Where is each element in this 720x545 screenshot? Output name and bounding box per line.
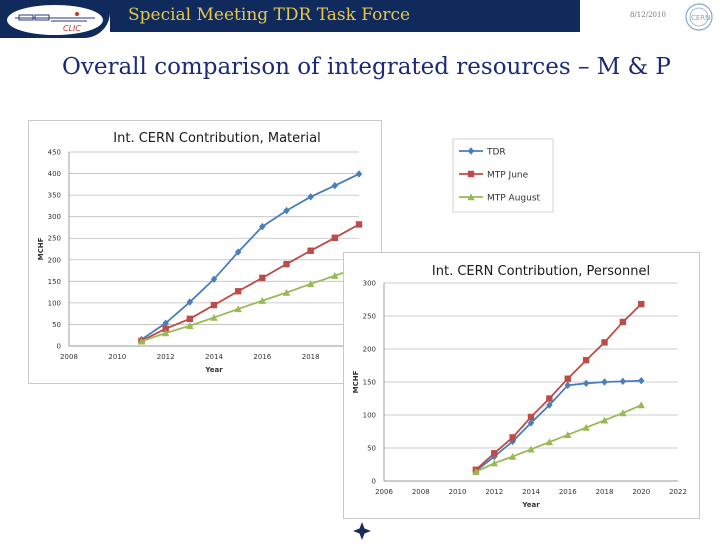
y-tick-label: 100 <box>47 299 61 308</box>
series-line <box>142 267 360 341</box>
y-tick-label: 200 <box>47 256 61 265</box>
personnel-chart <box>343 252 700 519</box>
clic-logo-label: CLIC <box>63 24 81 33</box>
data-point <box>546 395 552 401</box>
clic-logo-icon <box>7 5 103 35</box>
x-tick-label: 2014 <box>522 488 540 496</box>
cern-logo-icon <box>684 2 714 32</box>
data-point <box>307 193 313 200</box>
series-line <box>476 304 641 470</box>
x-tick-label: 2008 <box>60 353 78 361</box>
y-tick-label: 300 <box>362 279 376 288</box>
data-point <box>509 434 515 440</box>
y-tick-label: 250 <box>362 312 376 321</box>
series-line <box>142 224 360 340</box>
x-tick-label: 2020 <box>632 488 651 496</box>
x-axis-label: Year <box>205 366 223 374</box>
legend-label: MTP August <box>487 193 541 204</box>
x-tick-label: 2018 <box>301 353 320 361</box>
header-logo-panel <box>0 0 110 38</box>
y-tick-label: 150 <box>362 378 376 387</box>
x-tick-label: 2016 <box>253 353 272 361</box>
data-point <box>565 376 571 382</box>
data-point <box>332 235 338 241</box>
data-point <box>601 339 607 345</box>
data-point <box>307 248 313 254</box>
y-tick-label: 300 <box>47 213 61 222</box>
legend-marker <box>468 171 474 177</box>
x-tick-label: 2012 <box>485 488 504 496</box>
y-tick-label: 0 <box>371 477 376 486</box>
y-tick-label: 50 <box>367 444 376 453</box>
y-tick-label: 100 <box>362 411 376 420</box>
x-axis-label: Year <box>522 501 540 509</box>
data-point <box>235 288 241 294</box>
legend-label: TDR <box>487 147 506 158</box>
data-point <box>620 378 626 385</box>
x-tick-label: 2016 <box>558 488 577 496</box>
date-text: 8/12/2010 <box>630 11 666 19</box>
y-tick-label: 50 <box>52 320 61 329</box>
data-point <box>638 301 644 307</box>
data-point <box>583 380 589 387</box>
x-tick-label: 2008 <box>411 488 430 496</box>
chart-title: Int. CERN Contribution, Material <box>113 131 321 146</box>
compass-star-icon <box>352 521 372 541</box>
slide-title: Overall comparison of integrated resources – M & P <box>62 54 671 80</box>
legend-label: MTP June <box>487 170 529 181</box>
data-point <box>259 275 265 281</box>
data-point <box>211 302 217 308</box>
personnel-chart-svg <box>344 253 699 518</box>
x-tick-label: 2022 <box>669 488 687 496</box>
x-tick-label: 2006 <box>375 488 393 496</box>
y-tick-label: 450 <box>47 148 61 157</box>
data-point <box>638 377 644 384</box>
y-tick-label: 350 <box>47 191 61 200</box>
data-point <box>601 378 607 385</box>
x-tick-label: 2018 <box>595 488 614 496</box>
y-axis-label: MCHF <box>352 370 360 394</box>
data-point <box>332 182 338 189</box>
x-tick-label: 2010 <box>108 353 127 361</box>
x-tick-label: 2010 <box>448 488 467 496</box>
data-point <box>356 221 362 227</box>
data-point <box>283 207 289 214</box>
data-point <box>283 261 289 267</box>
x-tick-label: 2012 <box>156 353 175 361</box>
data-point <box>583 357 589 363</box>
y-tick-label: 400 <box>47 170 61 179</box>
y-tick-label: 150 <box>47 277 61 286</box>
svg-text:CERN: CERN <box>691 14 711 22</box>
header-title: Special Meeting TDR Task Force <box>128 5 411 25</box>
series-line <box>142 174 360 340</box>
y-tick-label: 250 <box>47 234 61 243</box>
data-point <box>356 170 362 177</box>
y-axis-label: MCHF <box>37 237 45 261</box>
series-line <box>476 381 641 471</box>
data-point <box>491 450 497 456</box>
data-point <box>638 401 645 408</box>
data-point <box>528 414 534 420</box>
data-point <box>187 316 193 322</box>
x-tick-label: 2014 <box>205 353 223 361</box>
data-point <box>620 319 626 325</box>
y-tick-label: 200 <box>362 345 376 354</box>
chart-title: Int. CERN Contribution, Personnel <box>431 264 651 279</box>
y-tick-label: 0 <box>56 342 61 351</box>
